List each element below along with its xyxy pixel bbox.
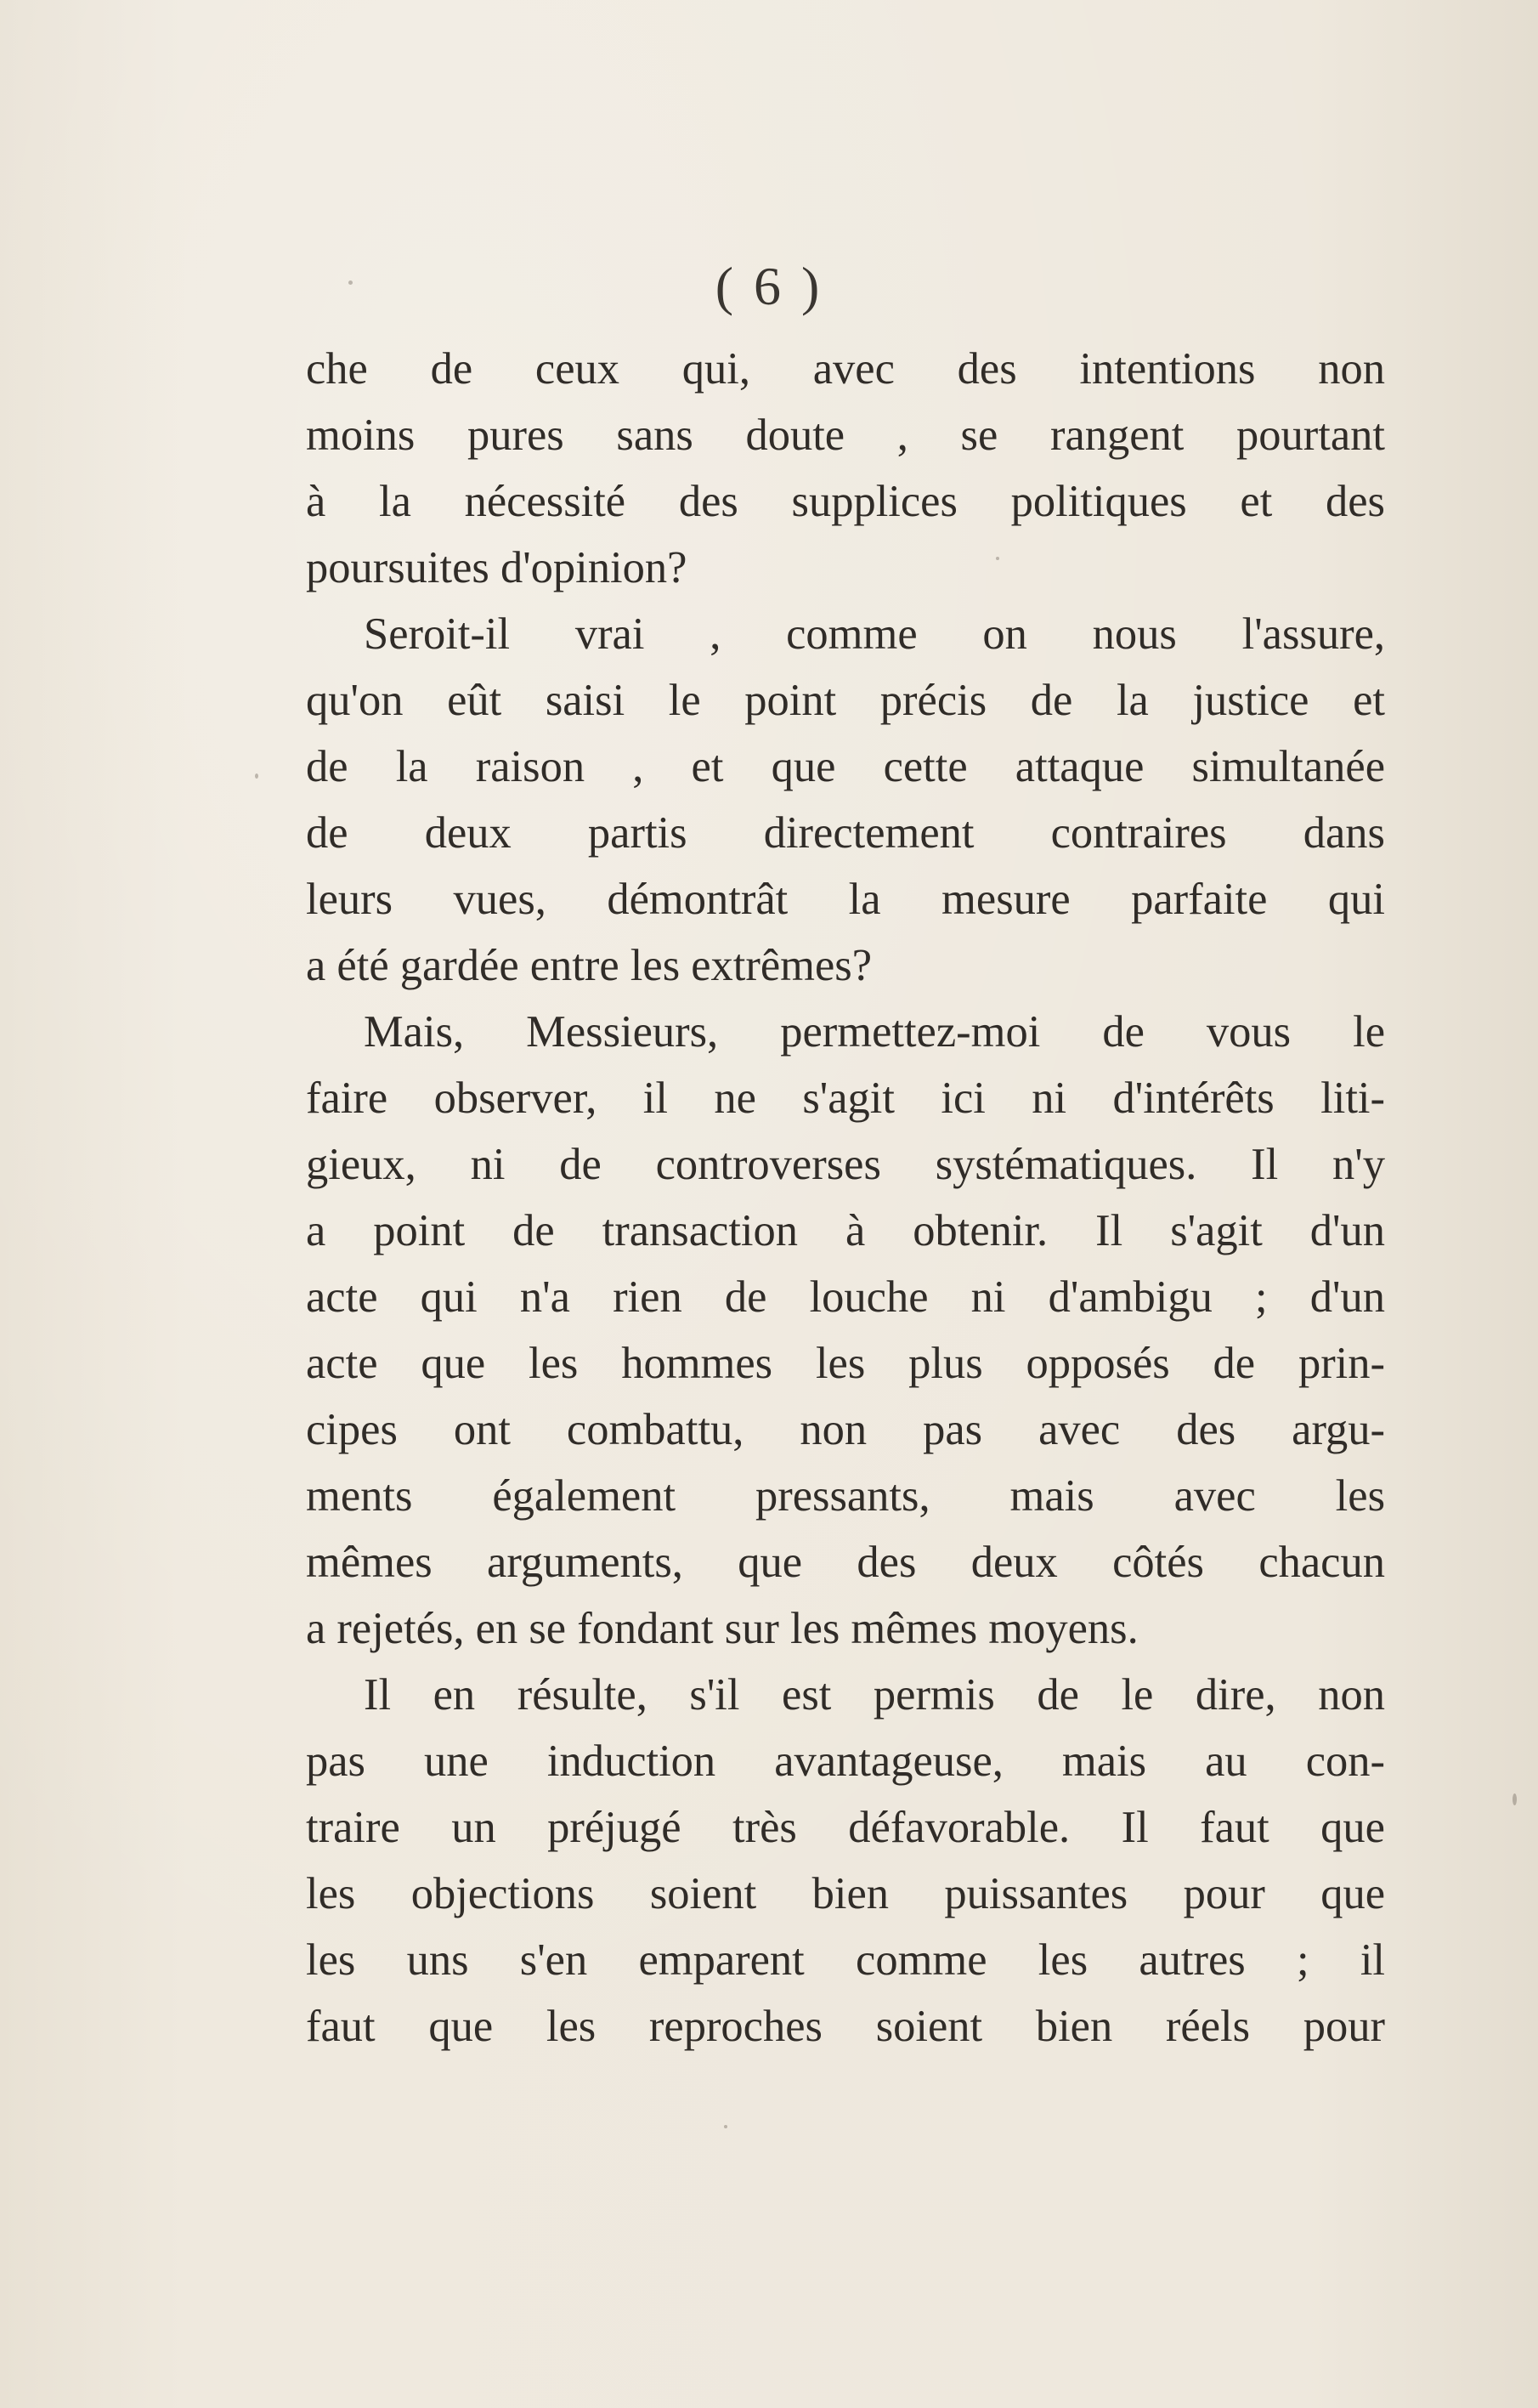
text-line: pas une induction avantageuse, mais au con- <box>306 1737 1385 1786</box>
paper-speck <box>348 280 353 285</box>
text-line: poursuites d'opinion? <box>306 543 687 592</box>
paper-speck <box>1513 1793 1517 1805</box>
text-line: leurs vues, démontrât la mesure parfaite qui <box>306 875 1385 924</box>
text-line: a été gardée entre les extrêmes? <box>306 941 873 990</box>
text-line: de la raison , et que cette attaque simultanée <box>306 742 1385 791</box>
text-line: a point de transaction à obtenir. Il s'agit d'un <box>306 1206 1385 1255</box>
text-line: Mais, Messieurs, permettez-moi de vous le <box>364 1007 1385 1057</box>
text-line: moins pures sans doute , se rangent pourtant <box>306 411 1385 460</box>
text-line: les uns s'en emparent comme les autres ; il <box>306 1935 1385 1985</box>
paper-speck <box>996 557 999 560</box>
text-line: traire un préjugé très défavorable. Il faut que <box>306 1803 1385 1852</box>
text-line: acte qui n'a rien de louche ni d'ambigu ; d'un <box>306 1272 1385 1322</box>
body-text <box>306 336 1385 2060</box>
text-line: faut que les reproches soient bien réels pour <box>306 2002 1385 2051</box>
page-number: ( 6 ) <box>715 256 823 316</box>
text-line: acte que les hommes les plus opposés de prin- <box>306 1339 1385 1388</box>
text-line: a rejetés, en se fondant sur les mêmes moyens. <box>306 1604 1139 1653</box>
paper-speck <box>255 773 258 779</box>
text-line: les objections soient bien puissantes pour que <box>306 1869 1385 1918</box>
text-line: mêmes arguments, que des deux côtés chacun <box>306 1538 1385 1587</box>
text-line: faire observer, il ne s'agit ici ni d'intérêts liti- <box>306 1074 1385 1123</box>
text-line: ments également pressants, mais avec les <box>306 1471 1385 1521</box>
paper-speck <box>724 2125 727 2128</box>
text-line: qu'on eût saisi le point précis de la justice et <box>306 676 1385 725</box>
text-line: à la nécessité des supplices politiques et des <box>306 477 1385 526</box>
text-line: che de ceux qui, avec des intentions non <box>306 344 1385 394</box>
text-line: de deux partis directement contraires dans <box>306 808 1385 858</box>
text-line: Il en résulte, s'il est permis de le dire, non <box>364 1670 1385 1720</box>
text-line: gieux, ni de controverses systématiques. Il n'y <box>306 1140 1385 1189</box>
text-line: cipes ont combattu, non pas avec des argu- <box>306 1405 1385 1454</box>
text-line: Seroit-il vrai , comme on nous l'assure, <box>364 609 1385 659</box>
